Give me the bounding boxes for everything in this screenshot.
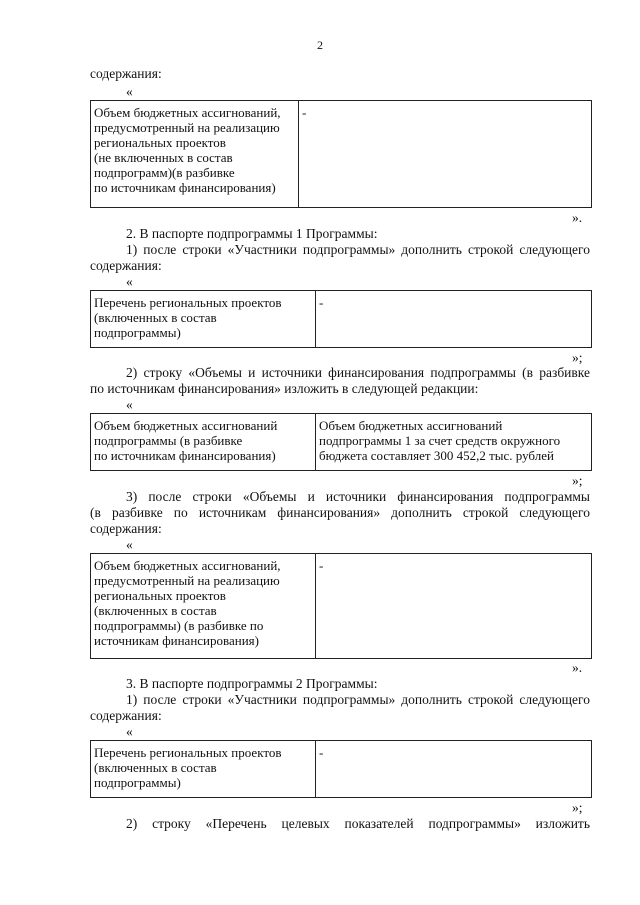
quote-close: »; xyxy=(572,800,583,815)
page-number: 2 xyxy=(317,38,323,52)
section2-heading: 2. В паспорте подпрограммы 1 Программы: xyxy=(126,226,378,241)
table-cell-line: Объем бюджетных ассигнований, xyxy=(94,558,281,573)
table-cell-line: источникам финансирования) xyxy=(94,633,259,648)
section3-item1-line1: 1) после строки «Участники подпрограммы» дополнить строкой следующего xyxy=(126,692,590,707)
table-cell-line: подпрограмм)(в разбивке xyxy=(94,165,235,180)
section2-table2 xyxy=(90,413,592,471)
quote-close: »; xyxy=(572,350,583,365)
table-cell-line: региональных проектов xyxy=(94,135,226,150)
intro-text: содержания: xyxy=(90,66,162,81)
table-cell-line: (включенных в состав xyxy=(94,603,217,618)
section3-heading: 3. В паспорте подпрограммы 2 Программы: xyxy=(126,676,378,691)
section3-item2-line1: 2) строку «Перечень целевых показателей подпрограммы» изложить xyxy=(126,816,590,831)
table-cell-line: подпрограммы) (в разбивке по xyxy=(94,618,264,633)
quote-close: »; xyxy=(572,473,583,488)
section2-table3 xyxy=(90,553,592,659)
table-cell-line: региональных проектов xyxy=(94,588,226,603)
table-cell-line: Объем бюджетных ассигнований xyxy=(319,418,503,433)
table-cell-line: по источникам финансирования) xyxy=(94,448,276,463)
table-cell-value: - xyxy=(302,105,307,120)
section2-item2-line2: по источникам финансирования» изложить в следующей редакции: xyxy=(90,381,479,396)
quote-open: « xyxy=(126,274,133,289)
quote-open: « xyxy=(126,84,133,99)
quote-open: « xyxy=(126,537,133,552)
table-cell-line: бюджета составляет 300 452,2 тыс. рублей xyxy=(319,448,554,463)
section2-item3-line3: содержания: xyxy=(90,521,162,536)
section2-table1 xyxy=(90,290,592,348)
quote-close: ». xyxy=(572,210,583,225)
table-cell-line: по источникам финансирования) xyxy=(94,180,276,195)
table-cell-line: подпрограммы 1 за счет средств окружного xyxy=(319,433,561,448)
table-cell-value: - xyxy=(319,295,324,310)
table-cell-line: подпрограммы) xyxy=(94,325,181,340)
section3-item1-line2: содержания: xyxy=(90,708,162,723)
section2-item1-line1: 1) после строки «Участники подпрограммы» дополнить строкой следующего xyxy=(126,242,590,257)
table-cell-line: предусмотренный на реализацию xyxy=(94,573,280,588)
table-cell-line: подпрограммы) xyxy=(94,775,181,790)
table-cell-value: - xyxy=(319,558,324,573)
section2-item2-line1: 2) строку «Объемы и источники финансирования подпрограммы (в разбивке xyxy=(126,365,590,380)
table-cell-line: (не включенных в состав xyxy=(94,150,233,165)
section2-item3-line2: (в разбивке по источникам финансирования» дополнить строкой следующего xyxy=(90,505,590,520)
table-cell-line: Объем бюджетных ассигнований xyxy=(94,418,278,433)
table-cell-value: - xyxy=(319,745,324,760)
quote-open: « xyxy=(126,397,133,412)
table-cell-line: (включенных в состав xyxy=(94,310,217,325)
table-cell-line: Перечень региональных проектов xyxy=(94,295,282,310)
table-cell-line: подпрограммы (в разбивке xyxy=(94,433,243,448)
section2-item3-line1: 3) после строки «Объемы и источники финансирования подпрограммы xyxy=(126,489,590,504)
section3-table1 xyxy=(90,740,592,798)
block1-table xyxy=(90,100,592,208)
quote-close: ». xyxy=(572,660,583,675)
section2-item1-line2: содержания: xyxy=(90,258,162,273)
table-cell-line: (включенных в состав xyxy=(94,760,217,775)
table-cell-line: Объем бюджетных ассигнований, xyxy=(94,105,281,120)
quote-open: « xyxy=(126,724,133,739)
table-cell-line: предусмотренный на реализацию xyxy=(94,120,280,135)
table-cell-line: Перечень региональных проектов xyxy=(94,745,282,760)
